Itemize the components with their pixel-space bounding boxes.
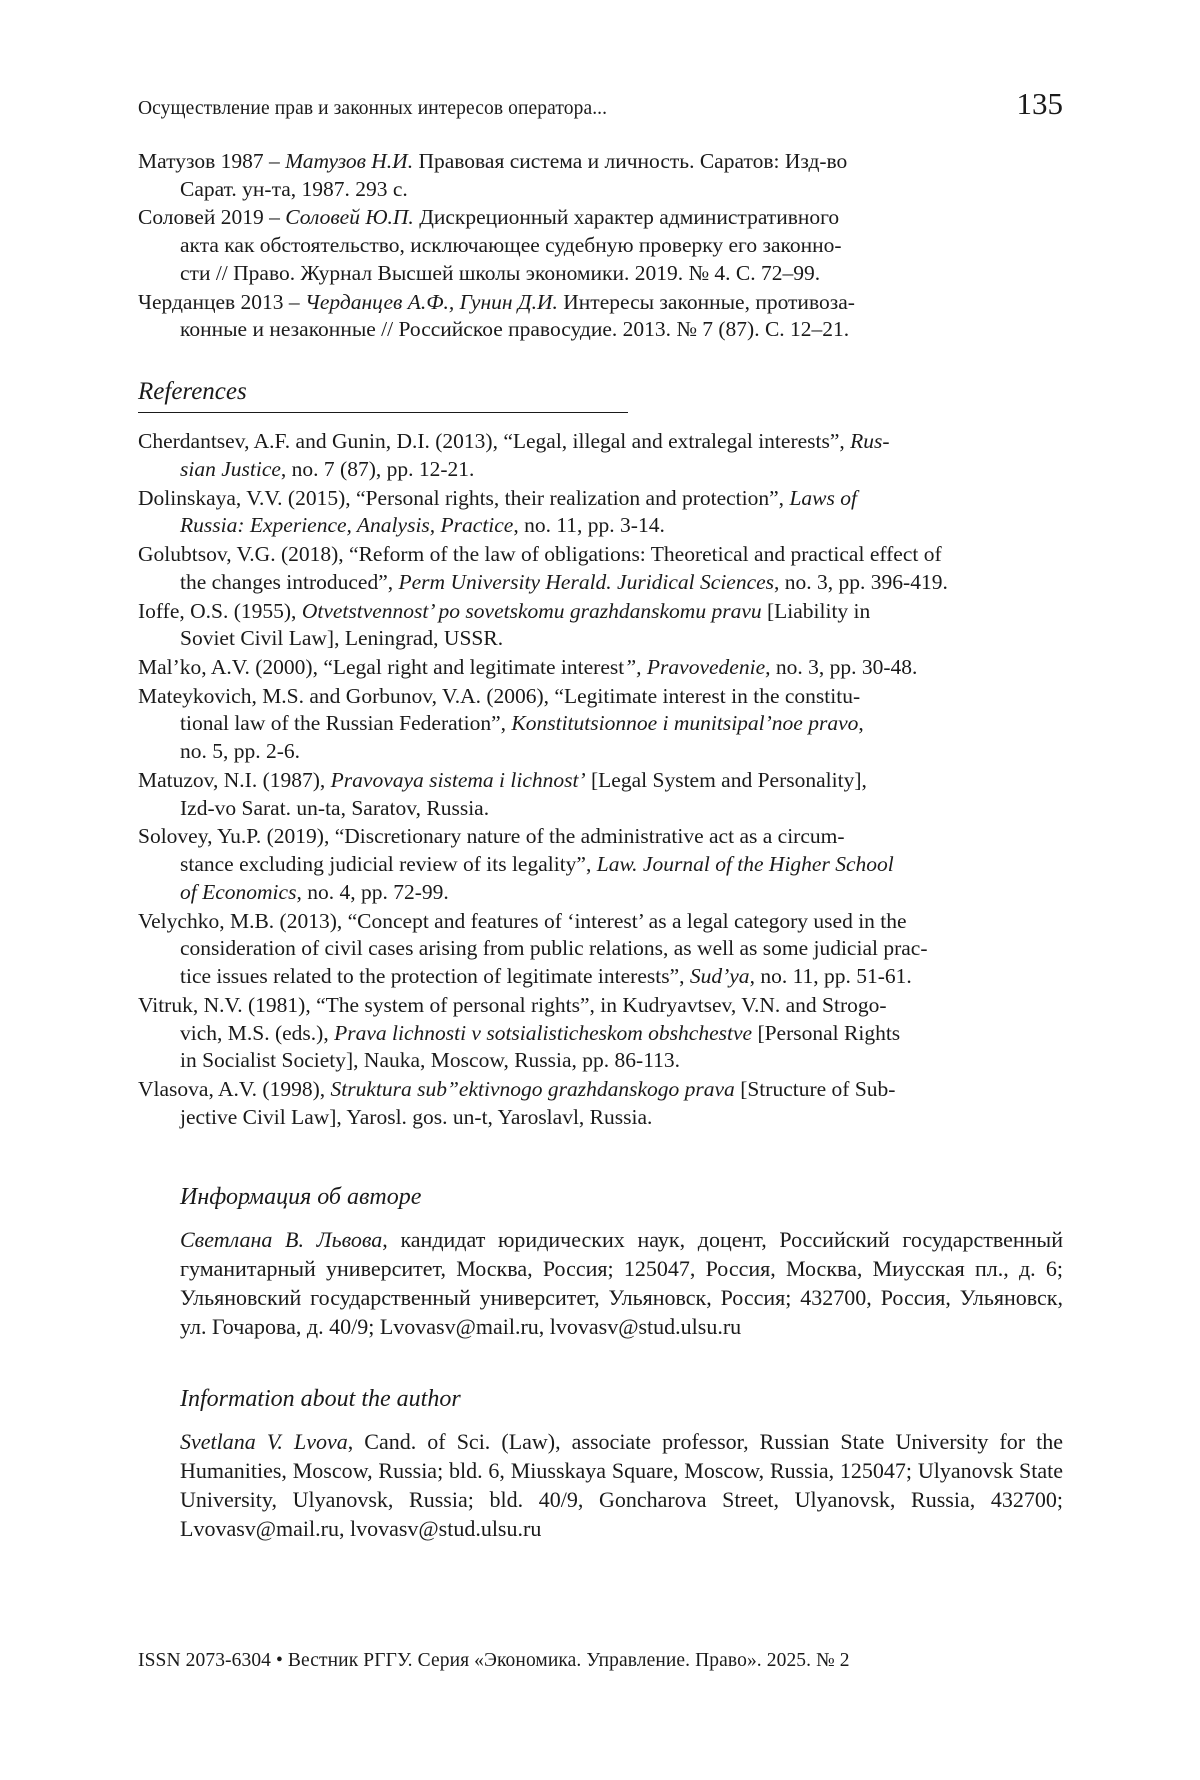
page-number: 135 xyxy=(1016,86,1063,121)
author-info-ru xyxy=(180,1184,1063,1342)
bibliography-entry: Matuzov, N.I. (1987), Pravovaya sistema i lichnost’ [Legal System and Personality], Izd-vo Sarat. un-ta, Saratov, Russia. xyxy=(138,767,867,820)
running-head xyxy=(138,86,1063,122)
author-info-ru-heading: Информация об авторе xyxy=(180,1183,422,1210)
russian-bibliography-list xyxy=(138,148,1063,344)
bibliography-entry: Соловей 2019 – Соловей Ю.П. Дискреционный характер административного акта как обстоятельство, исключающее судебную проверку его законно- сти // Право. Журнал Высшей школы экономики. 2019. № 4. С. 72–99. xyxy=(138,205,842,285)
bibliography-entry: Черданцев 2013 – Черданцев А.Ф., Гунин Д.И. Интересы законные, противоза- конные и незаконные // Российское правосудие. 2013. № 7 (87). С. 12–21. xyxy=(138,289,855,342)
author-info-en-body: Svetlana V. Lvova, Cand. of Sci. (Law), associate professor, Russian State University for the Humanities, Moscow, Russia; bld. 6, Miusskaya Square, Moscow, Russia, 125047; Ulyanovsk State University, Ulyanovsk, Russia; bld. 40/9, Goncharova Street, Ulyanovsk, Russia, 432700; Lvovasv@mail.ru, lvovasv@stud.ulsu.ru xyxy=(180,1428,1063,1542)
bibliography-entry: Матузов 1987 – Матузов Н.И. Правовая система и личность. Саратов: Изд-во Сарат. ун-та, 1987. 293 с. xyxy=(138,149,848,201)
bibliography-entry: Vlasova, A.V. (1998), Struktura sub”ektivnogo grazhdanskogo prava [Structure of Sub- jective Civil Law], Yarosl. gos. un-t, Yaroslavl, Russia. xyxy=(138,1077,896,1129)
bibliography-entry: Vitruk, N.V. (1981), “The system of personal rights”, in Kudryavtsev, V.N. and Strogo- vich, M.S. (eds.), Prava lichnosti v sotsialisticheskom obshchestve [Personal Rights in Socialist Society], Nauka, Moscow, Russia, pp. 86-113. xyxy=(138,992,901,1073)
page-footer: ISSN 2073-6304 • Вестник РГГУ. Серия «Экономика. Управление. Право». 2025. № 2 xyxy=(138,1650,850,1671)
author-info-ru-body: Светлана В. Львова, кандидат юридических наук, доцент, Российский государственный гуманитарный университет, Москва, Россия; 125047, Россия, Москва, Миусская пл., д. 6; Ульяновский государственный университет, Ульяновск, Россия; 432700, Россия, Ульяновск, ул. Гочарова, д. 40/9; Lvovasv@mail.ru, lvovasv@stud.ulsu.ru xyxy=(180,1226,1063,1340)
references-block xyxy=(138,428,1063,1131)
bibliography-entry: Mateykovich, M.S. and Gorbunov, V.A. (2006), “Legitimate interest in the constitu- tional law of the Russian Federation”, Konstitutsionnoe i munitsipal’noe pravo, no. 5, pp. 2-6. xyxy=(138,683,864,764)
bibliography-entry: Dolinskaya, V.V. (2015), “Personal rights, their realization and protection”, Laws of Russia: Experience, Analysis, Practice, no. 11, pp. 3-14. xyxy=(138,485,857,538)
references-list xyxy=(138,428,1063,1131)
bibliography-entry: Golubtsov, V.G. (2018), “Reform of the law of obligations: Theoretical and practical effect of the changes introduced”, Perm University Herald. Juridical Sciences, no. 3, pp. 396-419. xyxy=(138,542,948,594)
bibliography-entry: Solovey, Yu.P. (2019), “Discretionary nature of the administrative act as a circum- stance excluding judicial review of its legality”, Law. Journal of the Higher School of Economics, no. 4, pp. 72-99. xyxy=(138,824,894,904)
bibliography-entry: Ioffe, O.S. (1955), Otvetstvennost’ po sovetskomu grazhdanskomu pravu [Liability in Soviet Civil Law], Leningrad, USSR. xyxy=(138,598,871,651)
page-content xyxy=(138,86,1063,1544)
bibliography-entry: Mal’ko, A.V. (2000), “Legal right and legitimate interest”, Pravovedenie, no. 3, pp. 30-48. xyxy=(138,655,918,680)
references-heading xyxy=(138,378,1063,406)
bibliography-entry: Velychko, M.B. (2013), “Concept and features of ‘interest’ as a legal category used in the consideration of civil cases arising from public relations, as well as some judicial prac- tice issues related to the protection of legitimate interests”, Sud’ya, no. 11, pp. 51-61. xyxy=(138,908,928,989)
bibliography-entry: Cherdantsev, A.F. and Gunin, D.I. (2013), “Legal, illegal and extralegal interests”, Rus- sian Justice, no. 7 (87), pp. 12-21. xyxy=(138,429,890,481)
references-heading-text: References xyxy=(138,378,247,406)
author-info-en-heading: Information about the author xyxy=(180,1385,461,1412)
author-info-en xyxy=(180,1386,1063,1544)
running-head-title: Осуществление прав и законных интересов оператора... xyxy=(138,98,608,119)
heading-rule xyxy=(138,412,628,414)
